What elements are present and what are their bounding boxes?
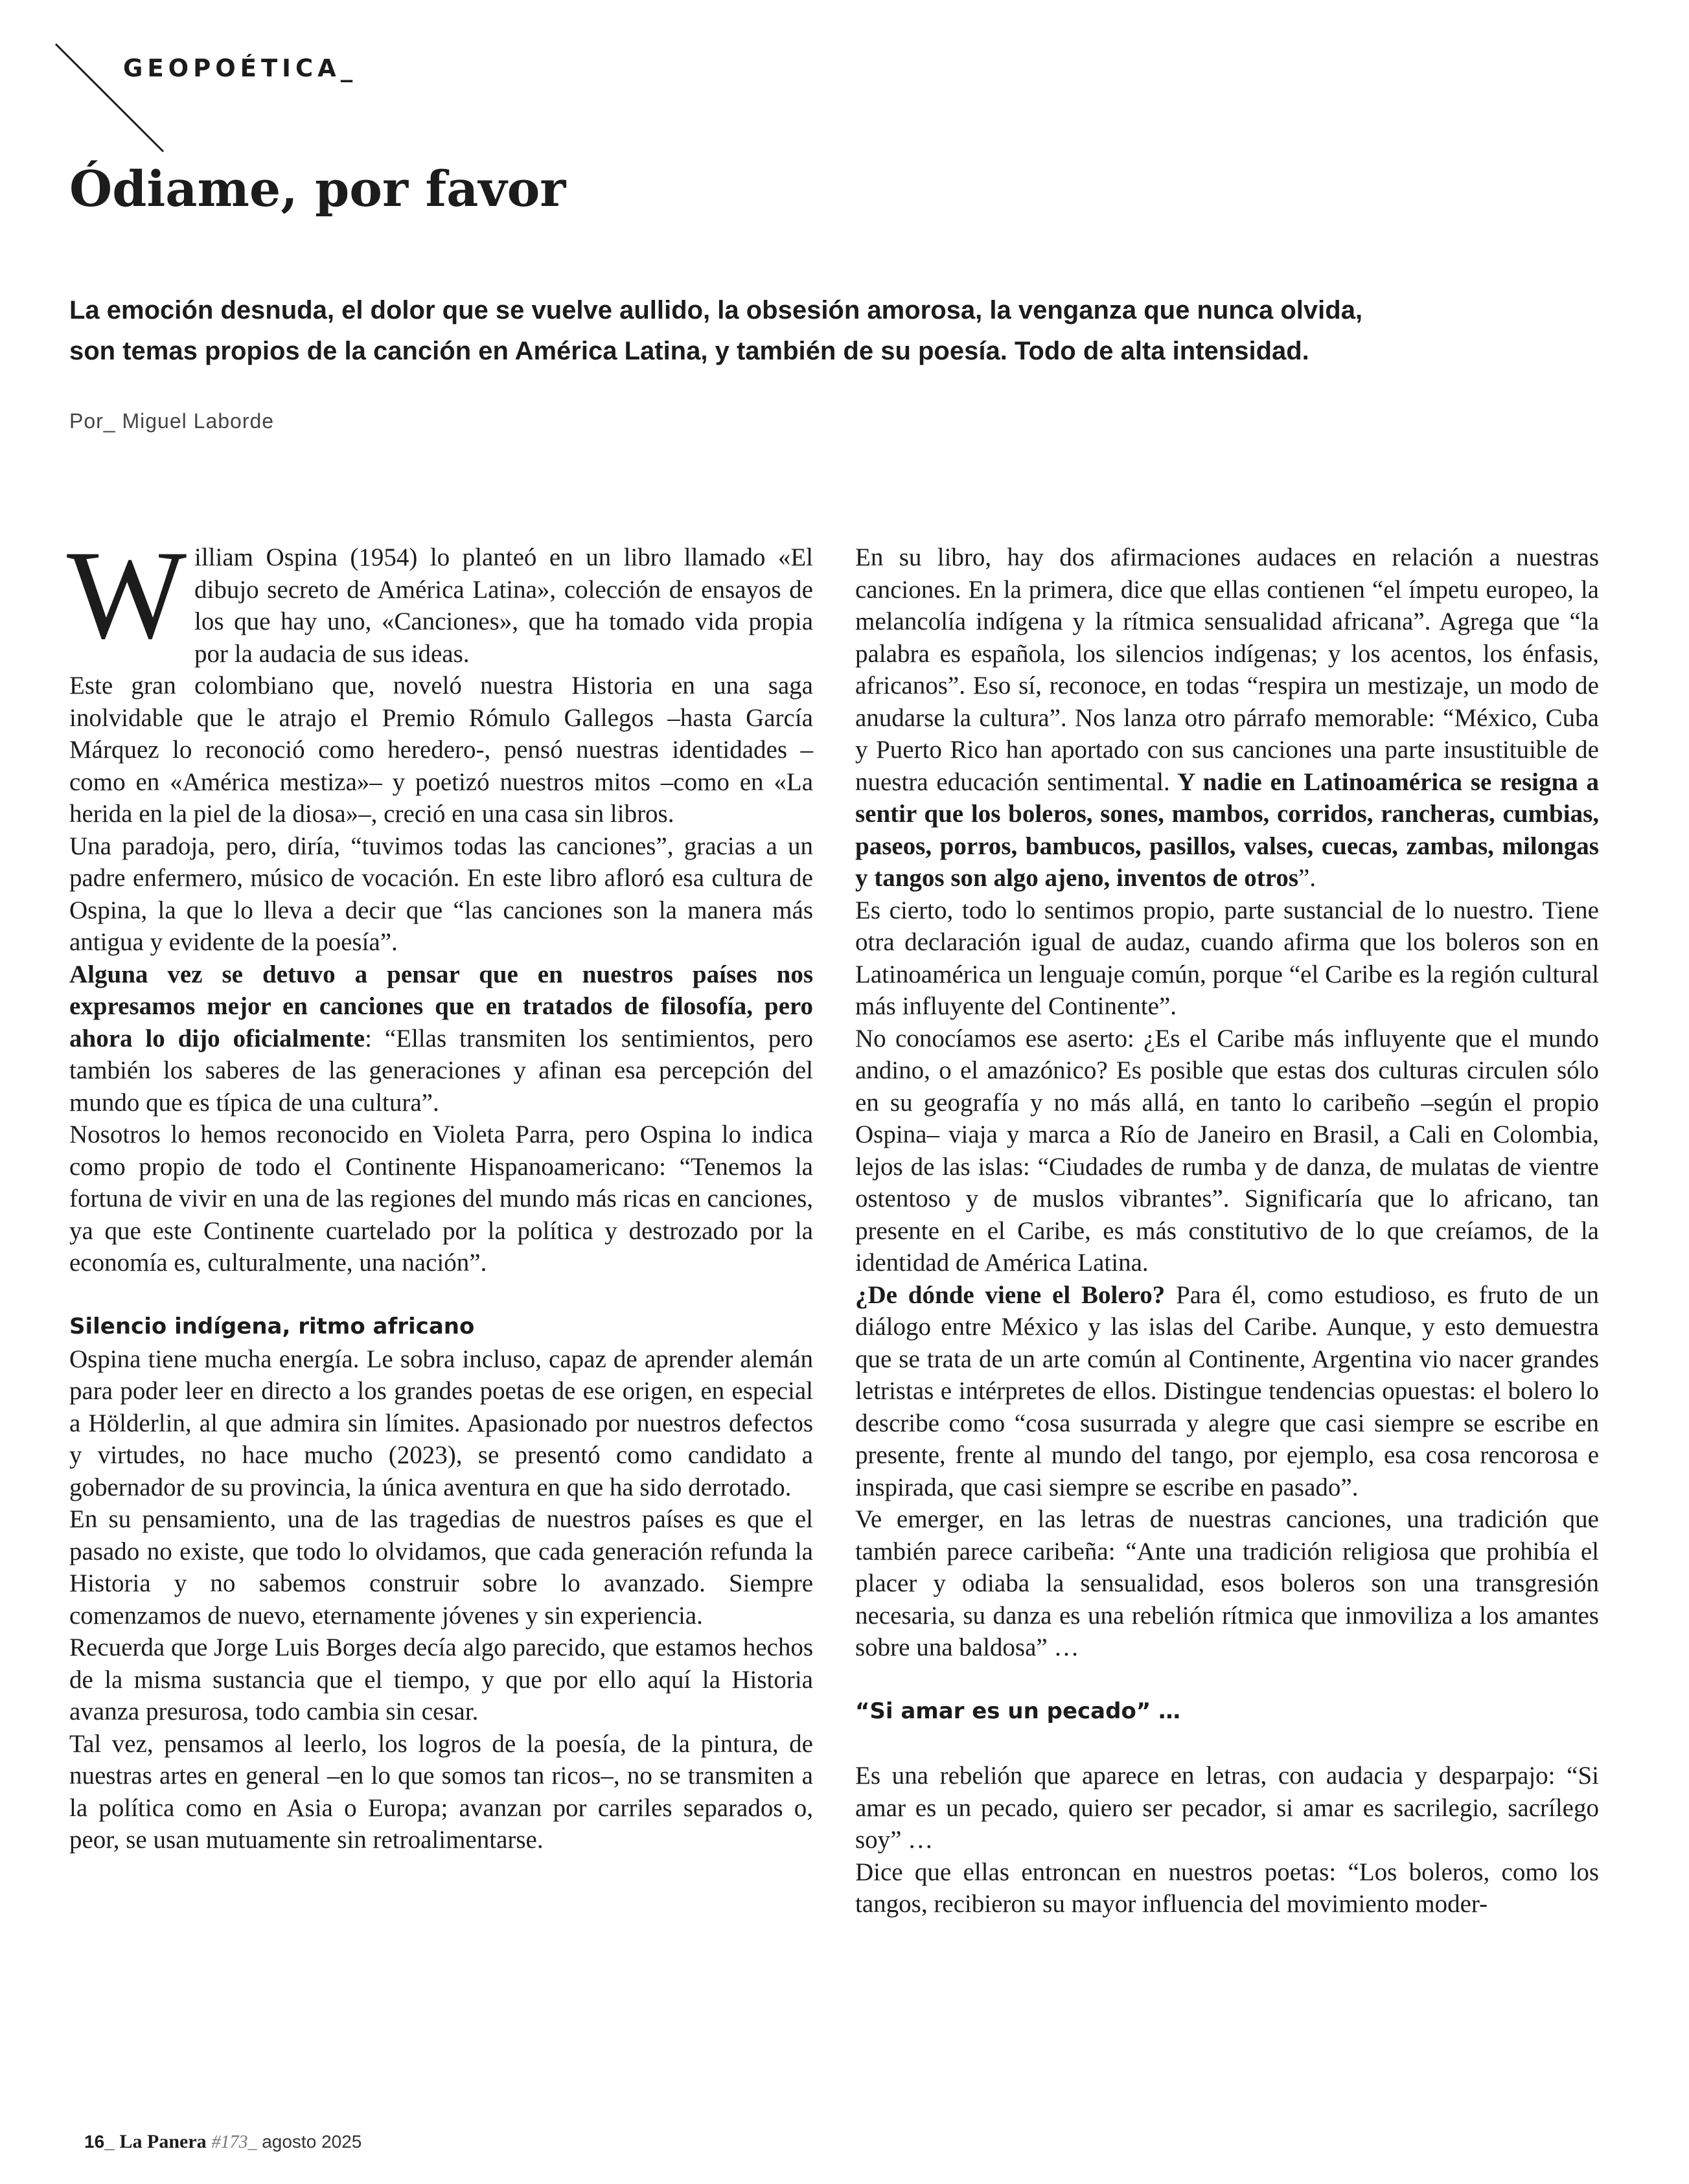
- bold-quote: Y nadie en Latinoamérica se resigna a sentir que los boleros, sones, mambos, corridos, rancheras, cumbias, paseos, porros, bambucos, pasillos, valses, cuecas, zambas, milongas y tangos son algo ajeno, inventos de otros: [855, 768, 1599, 892]
- corner-diagonal-line: [0, 0, 194, 168]
- subheading: Silencio indígena, ritmo africano: [69, 1314, 475, 1339]
- paragraph-text: ”.: [1298, 864, 1316, 892]
- paragraph: Este gran colombiano que, noveló nuestra Historia en una saga inolvidable que le atrajo el Premio Rómulo Gallegos –hasta García Márquez lo reconoció como heredero-, pensó nuestras identidades –como en «América mestiza»– y poetizó nuestros mitos –como en «La herida en la piel de la diosa»–, creció en una casa sin libros.: [69, 672, 813, 828]
- drop-cap: W: [67, 525, 187, 665]
- page-footer: [84, 2131, 362, 2153]
- issue-date: agosto 2025: [262, 2132, 362, 2152]
- magazine-name: La Panera: [119, 2131, 207, 2152]
- paragraph: Una paradoja, pero, diría, “tuvimos todas las canciones”, gracias a un padre enfermero, músico de vocación. En este libro afloró esa cultura de Ospina, la que lo lleva a decir que “las canciones son la manera más antigua y evidente de la poesía”.: [69, 832, 813, 956]
- standfirst-line: son temas propios de la canción en América Latina, y también de su poesía. Todo de alta intensidad.: [69, 337, 1309, 365]
- issue-number: #173_: [211, 2132, 257, 2152]
- paragraph-text: illiam Ospina (1954) lo planteó en un libro llamado «El dibujo secreto de América Latina», colección de ensayos de los que hay uno, «Canciones», que ha tomado vida propia por la audacia de sus ideas.: [194, 543, 813, 668]
- paragraph: No conocíamos ese aserto: ¿Es el Caribe más influyente que el mundo andino, o el amazónico? Es posible que estas dos culturas circulen sólo en su geografía y no más allá, en tanto lo caribeño –según el propio Ospina– viaja y marca a Río de Janeiro en Brasil, a Cali en Colombia, lejos de las islas: “Ciudades de rumba y de danza, de mulatas de vientre ostentoso y de muslos vibrantes”. Significaría que lo africano, tan presente en el Caribe, es más constitutivo de lo que creíamos, de la identidad de América Latina.: [855, 1024, 1599, 1277]
- subheading: “Si amar es un pecado” …: [855, 1698, 1180, 1724]
- paragraph: [69, 959, 813, 1119]
- paragraph-text: En su libro, hay dos afirmaciones audaces en relación a nuestras canciones. En la primera, dice que ellas contienen “el ímpetu europeo, la melancolía indígena y la rítmica sensualidad africana”. Agrega que “la palabra es española, los silencios indígenas; y los acentos, los énfasis, africanos”. Eso sí, reconoce, en todas “respira un mestizaje, un modo de anudarse la cultura”. Nos lanza otro párrafo memorable: “México, Cuba y Puerto Rico han aportado con sus canciones una parte insustituible de nuestra educación sentimental.: [855, 543, 1599, 796]
- paragraph: [67, 525, 813, 670]
- paragraph-text: : “Ellas transmiten los sentimientos, pero también los saberes de las generaciones y afinan esa percepción del mundo que es típica de una cultura”.: [69, 1024, 814, 1117]
- bold-question: ¿De dónde viene el Bolero?: [855, 1280, 1166, 1309]
- paragraph: Ve emerger, en las letras de nuestras canciones, una tradición que también parece caribeña: “Ante una tradición religiosa que prohibía el placer y odiaba la sensualidad, esos boleros son una transgresión necesaria, su danza es una rebelión rítmica que inmoviliza a los amantes sobre una baldosa” …: [855, 1505, 1599, 1661]
- left-column: [67, 525, 814, 1856]
- right-column: [855, 541, 1599, 1920]
- paragraph: Dice que ellas entroncan en nuestros poetas: “Los boleros, como los tangos, recibieron su mayor influencia del movimiento moder-: [855, 1858, 1599, 1918]
- paragraph: Tal vez, pensamos al leerlo, los logros de la poesía, de la pintura, de nuestras artes en general –en lo que somos tan ricos–, no se transmiten a la política como en Asia o Europa; avanzan por carriles separados o, peor, se usan mutuamente sin retroalimentarse.: [69, 1729, 813, 1854]
- spacer: [855, 1728, 1599, 1760]
- article-title: Ódiame, por favor: [69, 160, 566, 218]
- bold-quote: Alguna vez se detuvo a pensar que en nuestros países nos expresamos mejor en canciones que en tratados de filosofía, pero ahora lo dijo oficialmente: [69, 960, 813, 1052]
- standfirst-line: La emoción desnuda, el dolor que se vuelve aullido, la obsesión amorosa, la venganza que nunca olvida,: [69, 296, 1363, 324]
- page-number: 16_: [84, 2132, 115, 2152]
- paragraph: Nosotros lo hemos reconocido en Violeta Parra, pero Ospina lo indica como propio de todo el Continente Hispanoamericano: “Tenemos la fortuna de vivir en una de las regiones del mundo más ricas en canciones, ya que este Continente cuartelado por la política y destrozado por la economía es, culturalmente, una nación”.: [69, 1120, 813, 1277]
- standfirst: [69, 290, 1430, 372]
- byline: Por_ Miguel Laborde: [69, 409, 275, 433]
- paragraph: Recuerda que Jorge Luis Borges decía algo parecido, que estamos hechos de la misma sustancia que el tiempo, y que por ello aquí la Historia avanza presurosa, todo cambia sin cesar.: [69, 1633, 813, 1725]
- paragraph: Es una rebelión que aparece en letras, con audacia y desparpajo: “Si amar es un pecado, quiero ser pecador, si amar es sacrilegio, sacrílego soy” …: [855, 1762, 1599, 1854]
- paragraph: [855, 1279, 1599, 1504]
- paragraph: Ospina tiene mucha energía. Le sobra incluso, capaz de aprender alemán para poder leer en directo a los grandes poetas de ese origen, en especial a Hölderlin, al que admira sin límites. Apasionado por nuestros defectos y virtudes, no hace mucho (2023), se presentó como candidato a gobernador de su provincia, la única aventura en que ha sido derrotado.: [69, 1345, 813, 1501]
- paragraph: [855, 541, 1599, 894]
- section-label: GEOPOÉTICA_: [123, 54, 358, 82]
- paragraph-text: Para él, como estudioso, es fruto de un diálogo entre México y las islas del Caribe. Aunque, y esto demuestra que se trata de un arte común al Continente, Argentina vio nacer grandes letristas e intérpretes de ellos. Distingue tendencias opuestas: el bolero lo describe como “cosa susurrada y alegre que casi siempre se escribe en presente, frente al mundo del tango, por ejemplo, esa cosa rencorosa e inspirada, que casi siempre se escribe en pasado”.: [855, 1280, 1599, 1501]
- paragraph: Es cierto, todo lo sentimos propio, parte sustancial de lo nuestro. Tiene otra declaración igual de audaz, cuando afirma que los boleros son en Latinoamérica un lenguaje común, porque “el Caribe es la región cultural más influyente del Continente”.: [855, 896, 1599, 1020]
- paragraph: En su pensamiento, una de las tragedias de nuestros países es que el pasado no existe, que todo lo olvidamos, que cada generación refunda la Historia y no sabemos construir sobre lo avanzado. Siempre comenzamos de nuevo, eternamente jóvenes y sin experiencia.: [69, 1505, 813, 1630]
